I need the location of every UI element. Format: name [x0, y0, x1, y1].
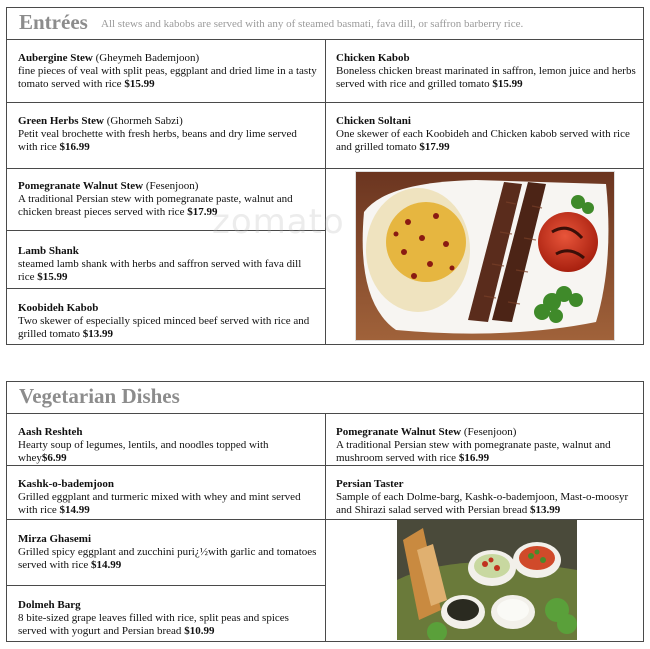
item-description: Sample of each Dolme-barg, Kashk-o-bademjoon, Mast-o-moosyr and Shirazi salad served with Persian bread — [336, 491, 629, 516]
menu-item — [325, 52, 643, 91]
item-name: Mirza Ghasemi — [18, 533, 92, 545]
entrees-header — [7, 8, 643, 40]
menu-item — [325, 478, 643, 517]
divider — [7, 102, 643, 103]
item-name: Persian Taster — [336, 478, 404, 490]
item-price: $13.99 — [82, 328, 114, 340]
menu-item — [7, 302, 325, 341]
item-description: Petit veal brochette with fresh herbs, beans and dry lime served with rice — [18, 128, 297, 153]
menu-item — [7, 478, 325, 517]
divider — [7, 585, 325, 586]
item-description: A traditional Persian stew with pomegranate paste, walnut and mushroom served with rice — [336, 439, 611, 464]
menu-item — [7, 599, 325, 638]
item-description: Two skewer of especially spiced minced beef served with rice and grilled tomato — [18, 315, 310, 340]
item-alt-name: (Fesenjoon) — [461, 426, 517, 438]
item-name: Koobideh Kabob — [18, 302, 99, 314]
vegetarian-title: Vegetarian Dishes — [19, 384, 180, 408]
divider — [325, 169, 326, 345]
item-alt-name: (Fesenjoon) — [143, 180, 199, 192]
menu-item — [325, 426, 643, 465]
item-price: $6.99 — [41, 452, 67, 464]
item-description: steamed lamb shank with herbs and saffron served with fava dill rice — [18, 258, 302, 283]
menu-item — [7, 245, 325, 284]
menu-item — [7, 52, 325, 91]
item-price: $15.99 — [124, 78, 155, 90]
menu-item — [325, 115, 643, 154]
item-price: $16.99 — [59, 141, 90, 153]
item-description: A traditional Persian stew with pomegranate paste, walnut and chicken breast pieces served with rice — [18, 193, 293, 218]
item-price: $14.99 — [91, 559, 122, 571]
item-name: Pomegranate Walnut Stew — [336, 426, 462, 438]
item-alt-name: (Ghormeh Sabzi) — [103, 115, 183, 127]
item-price: $10.99 — [184, 625, 215, 637]
menu-item — [7, 426, 325, 465]
item-price: $17.99 — [187, 206, 218, 218]
item-description: Grilled eggplant and turmeric mixed with whey and mint served with rice — [18, 491, 301, 516]
item-description: 8 bite-sized grape leaves filled with rice, split peas and spices served with yogurt and Persian bread — [18, 612, 289, 637]
menu-item — [7, 533, 325, 572]
item-description: Hearty soup of legumes, lentils, and noodles topped with whey — [18, 439, 269, 464]
item-price: $13.99 — [529, 504, 561, 516]
item-price: $14.99 — [59, 504, 90, 516]
vegetarian-header — [7, 382, 643, 414]
item-description: Grilled spicy eggplant and zucchini puri¿½with garlic and tomatoes served with rice — [18, 546, 317, 571]
item-name: Dolmeh Barg — [18, 599, 81, 611]
item-name: Green Herbs Stew — [18, 115, 104, 127]
item-price: $17.99 — [419, 141, 450, 153]
item-name: Lamb Shank — [18, 245, 79, 257]
divider — [7, 465, 643, 466]
divider — [7, 288, 325, 289]
item-price: $15.99 — [492, 78, 523, 90]
item-description: fine pieces of veal with split peas, eggplant and dried lime in a tasty tomato served with rice — [18, 65, 317, 90]
item-name: Pomegranate Walnut Stew — [18, 180, 144, 192]
menu-item — [7, 115, 325, 154]
entrees-section — [6, 7, 644, 345]
item-name: Aubergine Stew — [18, 52, 93, 64]
item-alt-name: (Gheymeh Bademjoon) — [92, 52, 200, 64]
item-description: One skewer of each Koobideh and Chicken kabob served with rice and grilled tomato — [336, 128, 630, 153]
item-name: Aash Reshteh — [18, 426, 83, 438]
item-name: Chicken Soltani — [336, 115, 411, 127]
item-price: $15.99 — [37, 271, 68, 283]
item-name: Chicken Kabob — [336, 52, 410, 64]
item-price: $16.99 — [458, 452, 490, 464]
item-name: Kashk-o-bademjoon — [18, 478, 114, 490]
entrees-title: Entrées — [19, 10, 88, 34]
entrees-note: All stews and kabobs are served with any of steamed basmati, fava dill, or saffron barberry rice. — [101, 18, 524, 30]
kabob-plate-photo — [355, 171, 615, 341]
item-description: Boneless chicken breast marinated in saffron, lemon juice and herbs served with rice and grilled tomato — [336, 65, 636, 90]
vegetarian-section — [6, 381, 644, 642]
watermark: zomato — [212, 202, 345, 242]
vegetarian-platter-photo — [397, 520, 577, 640]
